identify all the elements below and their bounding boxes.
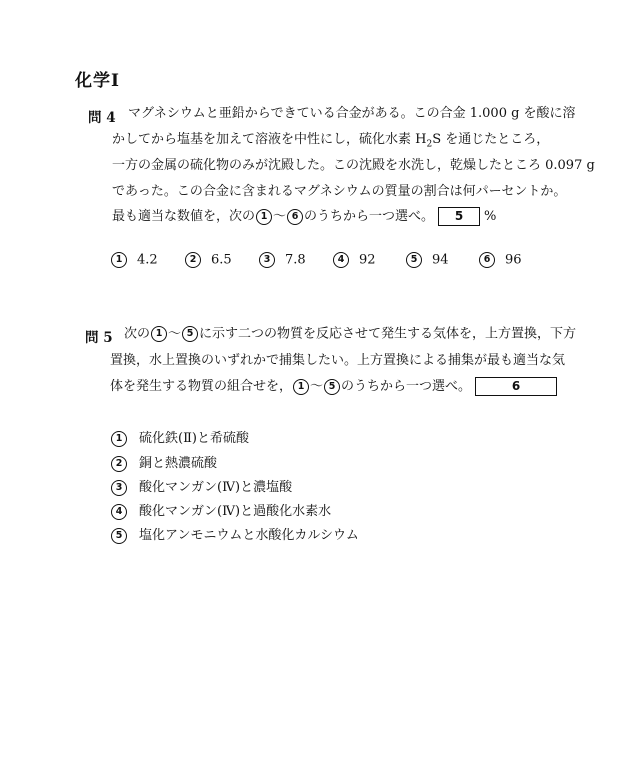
choice-text: 硫化鉄(Ⅱ)と希硫酸	[139, 431, 249, 446]
range-to-number: 6	[287, 209, 303, 225]
q5-line-3-pre: 体を発生する物質の組合せを，	[110, 379, 293, 394]
q5-range2-from-number: 1	[293, 379, 309, 395]
h2s-subscript: 2	[426, 139, 433, 150]
q4-option-6[interactable]	[478, 252, 522, 268]
q5-choice-5[interactable]	[110, 524, 359, 544]
option-number: 3	[259, 252, 275, 268]
section-title: 化学Ⅰ	[75, 71, 120, 91]
option-number: 6	[479, 252, 495, 268]
q4-line-2-rest: S を通じたところ，	[432, 132, 550, 147]
q4-line-3: 一方の金属の硫化物のみが沈殿した。この沈殿を水洗し，乾燥したところ 0.097 g	[112, 158, 595, 173]
choice-text: 塩化アンモニウムと水酸化カルシウム	[139, 528, 359, 543]
choice-text: 銅と熱濃硫酸	[139, 456, 218, 471]
q4-option-1[interactable]	[110, 252, 158, 268]
choice-number: 1	[111, 431, 127, 447]
q5-range-from-number: 1	[151, 326, 167, 342]
option-value: 7.8	[285, 252, 306, 268]
answer-box-6[interactable]: 6	[475, 377, 557, 396]
q5-line-1	[124, 326, 576, 343]
option-number: 1	[111, 252, 127, 268]
q4-option-5[interactable]	[405, 252, 449, 268]
q4-option-2[interactable]	[184, 252, 232, 268]
choice-text: 酸化マンガン(Ⅳ)と過酸化水素水	[139, 504, 332, 519]
q5-line-3	[110, 377, 561, 396]
q4-line-2-text: かしてから塩基を加えて溶液を中性にし，硫化水素 H	[112, 132, 427, 147]
option-value: 92	[359, 252, 376, 268]
choice-number: 5	[111, 528, 127, 544]
q4-option-3[interactable]	[258, 252, 306, 268]
q5-line-1-post: に示す二つの物質を反応させて発生する気体を，上方置換，下方	[199, 326, 577, 342]
q4-line-2	[112, 132, 549, 153]
q5-line-1-pre: 次の	[124, 326, 151, 342]
option-number: 5	[406, 252, 422, 268]
option-number: 4	[333, 252, 349, 268]
unit-percent: %	[484, 209, 497, 224]
question-5-label: 問 5	[85, 330, 113, 346]
q5-choice-1[interactable]	[110, 427, 249, 447]
q5-range-tilde: ～	[168, 326, 182, 342]
q5-range-to-number: 5	[182, 326, 198, 342]
q5-range2-to-number: 5	[324, 379, 340, 395]
q4-line-5-text: 最も適当な数値を，次の	[112, 209, 256, 224]
choice-number: 4	[111, 504, 127, 520]
range-from-number: 1	[256, 209, 272, 225]
option-number: 2	[185, 252, 201, 268]
option-value: 96	[505, 252, 522, 268]
choice-number: 2	[111, 456, 127, 472]
choice-text: 酸化マンガン(Ⅳ)と濃塩酸	[139, 480, 293, 495]
q5-range2-tilde: ～	[310, 379, 324, 394]
q4-line-4: であった。この合金に含まれるマグネシウムの質量の割合は何パーセントか。	[112, 184, 567, 199]
q5-choice-2[interactable]	[110, 452, 217, 472]
answer-box-5[interactable]: 5	[438, 207, 480, 226]
option-value: 6.5	[211, 252, 232, 268]
q5-line-3-tail: のうちから一つ選べ。	[341, 379, 472, 394]
q4-option-4[interactable]	[332, 252, 376, 268]
q5-line-2: 置換，水上置換のいずれかで捕集したい。上方置換による捕集が最も適当な気	[110, 353, 566, 368]
q5-choice-4[interactable]	[110, 500, 331, 520]
q4-line-1: マグネシウムと亜鉛からできている合金がある。この合金 1.000 g を酸に溶	[128, 106, 576, 121]
option-value: 4.2	[137, 252, 158, 268]
range-tilde: ～	[273, 209, 287, 224]
option-value: 94	[432, 252, 449, 268]
q4-line-5-tail: のうちから一つ選べ。	[304, 209, 435, 224]
q4-line-5	[112, 207, 496, 226]
question-4-label: 問 4	[88, 110, 116, 126]
choice-number: 3	[111, 480, 127, 496]
q5-choice-3[interactable]	[110, 476, 292, 496]
